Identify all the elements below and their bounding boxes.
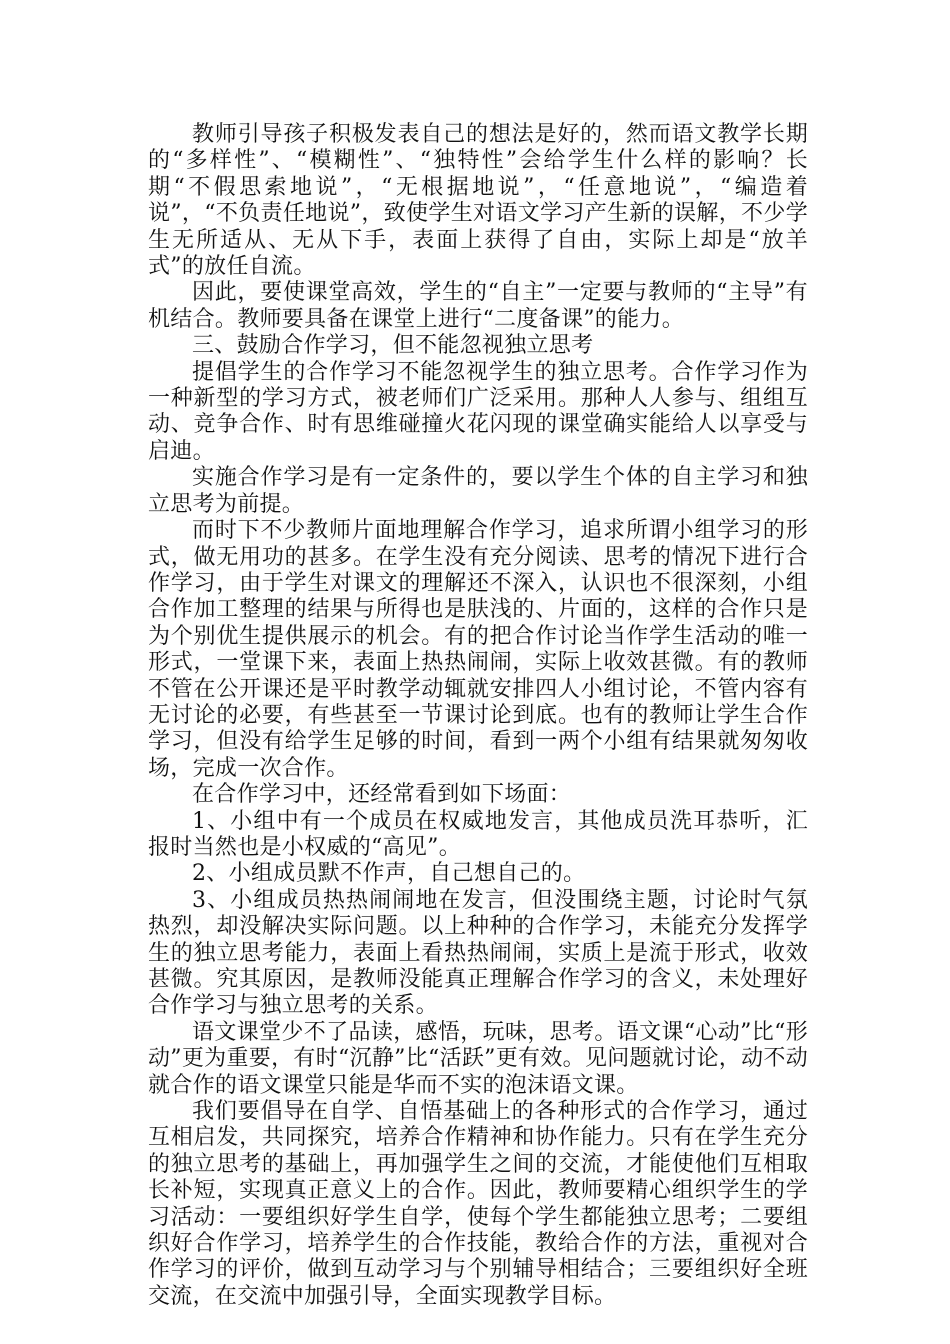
paragraph-3: 提倡学生的合作学习不能忽视学生的独立思考。合作学习作为一种新型的学习方式，被老师们广泛采用。那种人人参与、组组互动、竞争合作、时有思维碰撞火花闪现的课堂确实能给人以享受与启迪。 — [148, 359, 808, 464]
list-item-2: 2、小组成员默不作声，自己想自己的。 — [192, 861, 586, 887]
list-item-1: 1、小组中有一个成员在权威地发言，其他成员洗耳恭听，汇报时当然也是小权威的“高见”。 — [148, 808, 808, 860]
section-heading: 三、鼓励合作学习，但不能忽视独立思考 — [192, 333, 594, 359]
paragraph-5: 而时下不少教师片面地理解合作学习，追求所谓小组学习的形式，做无用功的甚多。在学生没有充分阅读、思考的情况下进行合作学习，由于学生对课文的理解还不深入，认识也不很深刻，小组合作加工整理的结果与所得也是肤浅的、片面的，这样的合作只是为个别优生提供展示的机会。有的把合作讨论当作学生活动的唯一形式，一堂课下来，表面上热热闹闹，实际上收效甚微。有的教师不管在公开课还是平时教学动辄就安排四人小组讨论，不管内容有无讨论的必要，有些甚至一节课讨论到底。也有的教师让学生合作学习，但没有给学生足够的时间，看到一两个小组有结果就匆匆收场，完成一次合作。 — [148, 518, 808, 781]
document-body — [148, 122, 808, 1310]
list-item-3: 3、小组成员热热闹闹地在发言，但没围绕主题，讨论时气氛热烈，却没解决实际问题。以上种种的合作学习，未能充分发挥学生的独立思考能力，表面上看热热闹闹，实质上是流于形式，收效甚微。究其原因，是教师没能真正理解合作学习的含义，未处理好合作学习与独立思考的关系。 — [148, 887, 808, 1019]
paragraph-1: 教师引导孩子积极发表自己的想法是好的，然而语文教学长期的“多样性”、“模糊性”、“独特性”会给学生什么样的影响？长期“不假思索地说”，“无根据地说”，“任意地说”，“编造着说”，“不负责任地说”，致使学生对语文学习产生新的误解，不少学生无所适从、无从下手，表面上获得了自由，实际上却是“放羊式”的放任自流。 — [148, 122, 808, 280]
paragraph-8: 我们要倡导在自学、自悟基础上的各种形式的合作学习，通过互相启发，共同探究，培养合作精神和协作能力。只有在学生充分的独立思考的基础上，再加强学生之间的交流，才能使他们互相取长补短，实现真正意义上的合作。因此，教师要精心组织学生的学习活动：一要组织好学生自学，使每个学生都能独立思考；二要组织好合作学习，培养学生的合作技能，教给合作的方法，重视对合作学习的评价，做到互动学习与个别辅导相结合；三要组织好全班交流，在交流中加强引导，全面实现教学目标。 — [148, 1099, 808, 1309]
paragraph-6: 在合作学习中，还经常看到如下场面： — [192, 782, 572, 808]
paragraph-4: 实施合作学习是有一定条件的，要以学生个体的自主学习和独立思考为前提。 — [148, 465, 808, 517]
paragraph-7: 语文课堂少不了品读，感悟，玩味，思考。语文课“心动”比“形动”更为重要，有时“沉静”比“活跃”更有效。见问题就讨论，动不动就合作的语文课堂只能是华而不实的泡沫语文课。 — [148, 1019, 808, 1098]
paragraph-2: 因此，要使课堂高效，学生的“自主”一定要与教师的“主导”有机结合。教师要具备在课堂上进行“二度备课”的能力。 — [148, 280, 808, 332]
